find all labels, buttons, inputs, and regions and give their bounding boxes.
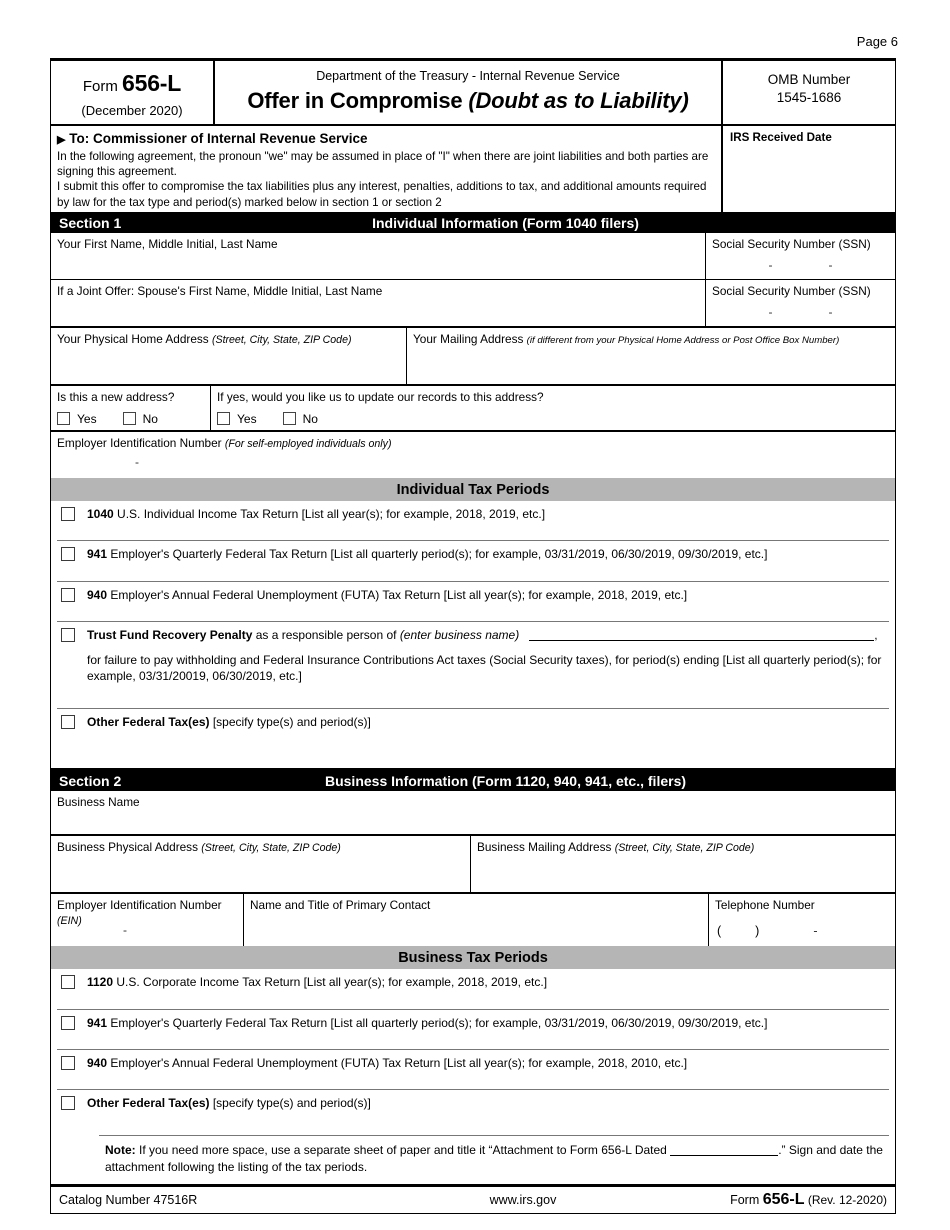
item-spacer <box>51 1115 895 1135</box>
mailing-address-label: Your Mailing Address (if different from your Physical Home Address or Post Office Box Number) <box>413 332 840 347</box>
individual-ein-label: Employer Identification Number (For self-employed individuals only) <box>57 436 392 451</box>
business-tax-period-item-other-federal[interactable] <box>51 1090 895 1115</box>
item-text-business-941: 941 Employer's Quarterly Federal Tax Return [List all quarterly period(s); for example, 03/31/2019, 06/30/2019, 09/30/2019, etc.] <box>87 1015 768 1030</box>
new-address-choices <box>57 412 204 426</box>
update-records-choices <box>217 412 889 426</box>
update-records-yes-checkbox[interactable] <box>217 412 230 425</box>
individual-ein-field[interactable] <box>51 432 895 478</box>
tax-period-item-other-federal[interactable] <box>51 709 895 734</box>
spouse-ssn-separators <box>706 305 895 319</box>
update-records-no-label: No <box>302 411 318 426</box>
item-spacer <box>51 688 895 708</box>
note-text <box>57 1136 889 1184</box>
note-label: Note: <box>105 1143 136 1158</box>
telephone-dash: - <box>813 924 818 939</box>
business-ein-field[interactable] <box>51 894 244 946</box>
item-body <box>87 969 889 994</box>
spouse-ssn-label: Social Security Number (SSN) <box>712 284 871 299</box>
item-text-941: 941 Employer's Quarterly Federal Tax Return [List all quarterly period(s); for example, 03/31/2019, 06/30/2019, 09/30/2019, etc.] <box>87 547 768 562</box>
intro-paragraph-1: In the following agreement, the pronoun "we" may be assumed in place of "I" when there are joint liabilities and both parties are signing this agreement. <box>57 149 709 178</box>
your-ssn-separators <box>706 258 895 272</box>
footer-form-number: 656-L <box>762 1190 805 1208</box>
item-body <box>87 709 889 734</box>
form-identity-block <box>51 61 215 124</box>
new-address-no-label: No <box>142 411 158 426</box>
item-body <box>87 1010 889 1035</box>
your-name-label: Your First Name, Middle Initial, Last Name <box>57 237 278 252</box>
business-tax-period-item-1120[interactable] <box>51 969 895 994</box>
your-name-row <box>51 233 895 279</box>
your-ssn-field[interactable] <box>706 233 895 279</box>
form-word: Form <box>82 78 118 95</box>
item-text-940: 940 Employer's Annual Federal Unemployment (FUTA) Tax Return [List all year(s); for example, 2018, 2019, etc.] <box>87 587 688 602</box>
item-spacer <box>51 995 895 1009</box>
section-1-title: Individual Information (Form 1040 filers) <box>372 214 639 231</box>
item-text-1040: 1040 U.S. Individual Income Tax Return [List all year(s); for example, 2018, 2019, etc.] <box>87 507 546 522</box>
business-ein-sublabel: (EIN) <box>57 915 82 928</box>
paren-open: ( <box>717 924 722 939</box>
form-body <box>50 58 896 1214</box>
telephone-number-field[interactable] <box>709 894 895 946</box>
telephone-format-marks <box>717 924 818 938</box>
spouse-ssn-field[interactable] <box>706 280 895 326</box>
business-tax-period-item-941[interactable] <box>51 1010 895 1035</box>
ssn-dash-1: - <box>768 258 773 273</box>
checkbox-cell <box>57 969 87 994</box>
checkbox-cell <box>57 622 87 647</box>
business-ein-dash: - <box>123 923 127 938</box>
paren-close: ) <box>755 924 760 939</box>
ssn-dash-2: - <box>828 258 833 273</box>
new-address-yes-label: Yes <box>77 411 97 426</box>
item-spacer <box>51 1075 895 1089</box>
checkbox-trust-fund-recovery-penalty[interactable] <box>61 628 75 642</box>
note-text-after: .” Sign and date the attachment following the listing of the tax periods. <box>105 1143 883 1174</box>
address-row <box>51 328 895 384</box>
form-title-main: Offer in Compromise <box>247 88 469 113</box>
item-body <box>87 582 889 607</box>
omb-block <box>723 61 895 124</box>
checkbox-cell <box>57 582 87 607</box>
intro-section <box>51 126 895 212</box>
omb-label: OMB Number <box>767 72 851 87</box>
business-name-label: Business Name <box>57 795 140 810</box>
form-number: 656-L <box>122 70 182 96</box>
tax-period-item-941[interactable] <box>51 541 895 566</box>
form-title-subtitle: (Doubt as to Liability) <box>468 88 689 113</box>
form-title <box>219 88 717 114</box>
physical-home-address-field[interactable] <box>51 328 407 384</box>
business-ein-label: Employer Identification Number <box>57 898 222 913</box>
update-records-yes-label: Yes <box>237 411 257 426</box>
checkbox-cell <box>57 501 87 526</box>
checkbox-940[interactable] <box>61 588 75 602</box>
tax-period-item-trust-fund[interactable] <box>51 622 895 689</box>
issuing-department: Department of the Treasury - Internal Revenue Service <box>316 69 620 83</box>
business-mailing-address-field[interactable] <box>471 836 895 892</box>
section-1-bar <box>51 212 895 233</box>
section-1-number: Section 1 <box>59 214 122 231</box>
note-block <box>51 1135 895 1184</box>
business-name-row <box>51 791 895 834</box>
item-text-business-other-federal: Other Federal Tax(es) [specify type(s) and period(s)] <box>87 1096 371 1111</box>
individual-ein-row <box>51 432 895 478</box>
item-body <box>87 501 889 526</box>
business-tax-periods-title: Business Tax Periods <box>398 949 548 966</box>
individual-tax-periods-bar <box>51 478 895 501</box>
page-number: Page 6 <box>856 34 898 49</box>
intro-text-block <box>51 126 723 212</box>
update-records-no-checkbox[interactable] <box>283 412 296 425</box>
form-footer <box>51 1187 895 1213</box>
checkbox-cell <box>57 541 87 566</box>
checkbox-other-federal-taxes[interactable] <box>61 715 75 729</box>
new-address-question-label: Is this a new address? <box>57 390 175 405</box>
physical-home-address-label: Your Physical Home Address (Street, City, State, ZIP Code) <box>57 332 352 347</box>
checkbox-business-940[interactable] <box>61 1056 75 1070</box>
item-body <box>87 1090 889 1115</box>
masthead <box>51 61 895 124</box>
spouse-name-row <box>51 280 895 326</box>
tax-period-item-940[interactable] <box>51 582 895 607</box>
form-identity-line <box>57 71 207 96</box>
business-contact-row <box>51 894 895 946</box>
footer-form-revision: (Rev. 12-2020) <box>804 1192 887 1207</box>
item-text-1120: 1120 U.S. Corporate Income Tax Return [List all year(s); for example, 2018, 2019, etc.] <box>87 975 548 990</box>
intro-heading-text: To: Commissioner of Internal Revenue Service <box>69 131 368 147</box>
omb-number: 1545-1686 <box>776 90 842 106</box>
item-text-trust-fund: Trust Fund Recovery Penalty as a responsible person of (enter business name) , <box>87 627 878 642</box>
business-physical-address-field[interactable] <box>51 836 471 892</box>
footer-form-word: Form <box>730 1192 763 1207</box>
triangle-right-icon: ▶ <box>57 134 66 147</box>
update-records-question-label: If yes, would you like us to update our records to this address? <box>217 390 544 405</box>
business-physical-address-label: Business Physical Address (Street, City, State, ZIP Code) <box>57 840 341 855</box>
primary-contact-field[interactable] <box>244 894 709 946</box>
tax-period-item-1040[interactable] <box>51 501 895 526</box>
form-bottom-rule <box>51 1213 895 1214</box>
business-name-field[interactable] <box>51 791 895 834</box>
ssn-dash-2: - <box>828 305 833 320</box>
individual-tax-periods-title: Individual Tax Periods <box>396 481 550 498</box>
your-ssn-label: Social Security Number (SSN) <box>712 237 871 252</box>
new-address-row <box>51 386 895 430</box>
checkbox-1040[interactable] <box>61 507 75 521</box>
individual-ein-dash: - <box>135 455 139 470</box>
spouse-name-field[interactable] <box>51 280 706 326</box>
checkbox-941[interactable] <box>61 547 75 561</box>
intro-paragraph-2: I submit this offer to compromise the tax liabilities plus any interest, penalties, additions to tax, and additional amounts required by law for the tax type and period(s) marked below in section 1 or section 2 <box>57 180 707 209</box>
attachment-date-input-line[interactable] <box>670 1155 778 1156</box>
checkbox-cell <box>57 1050 87 1075</box>
item-body <box>87 622 889 689</box>
note-text-before: If you need more space, use a separate sheet of paper and title it “Attachment to Form 656-L Dated <box>135 1143 671 1158</box>
section-2-number: Section 2 <box>59 772 122 789</box>
intro-heading <box>57 130 715 148</box>
ssn-dash-1: - <box>768 305 773 320</box>
item-body <box>87 541 889 566</box>
item-text-trust-fund-continuation: for failure to pay withholding and Federal Insurance Contributions Act taxes (Social Security taxes), for period(s) ending [List all quarterly period(s); for example, 03/31/20019, 06/30/2019, etc.] <box>87 652 882 684</box>
business-tax-period-item-940[interactable] <box>51 1050 895 1075</box>
mailing-address-field[interactable] <box>407 328 895 384</box>
item-spacer <box>51 567 895 581</box>
business-tax-periods-bar <box>51 946 895 969</box>
item-text-other-federal: Other Federal Tax(es) [specify type(s) and period(s)] <box>87 715 371 730</box>
business-mailing-address-label: Business Mailing Address (Street, City, State, ZIP Code) <box>477 840 755 855</box>
checkbox-cell <box>57 709 87 734</box>
item-spacer <box>51 526 895 540</box>
section-2-bar <box>51 770 895 791</box>
new-address-yes-checkbox[interactable] <box>57 412 70 425</box>
irs-received-date-label: IRS Received Date <box>730 131 832 145</box>
checkbox-cell <box>57 1010 87 1035</box>
section-2-title: Business Information (Form 1120, 940, 941, etc., filers) <box>324 772 687 789</box>
primary-contact-label: Name and Title of Primary Contact <box>250 898 431 913</box>
update-records-question-block <box>211 386 895 430</box>
checkbox-1120[interactable] <box>61 975 75 989</box>
irs-received-date-field[interactable] <box>723 126 895 212</box>
telephone-number-label: Telephone Number <box>715 898 815 913</box>
form-revision-date: (December 2020) <box>81 103 183 119</box>
new-address-question-block <box>51 386 211 430</box>
business-address-row <box>51 836 895 892</box>
item-spacer <box>51 607 895 621</box>
item-spacer <box>51 1035 895 1049</box>
catalog-number: Catalog Number 47516R <box>59 1192 198 1207</box>
item-body <box>87 1050 889 1075</box>
spouse-name-label: If a Joint Offer: Spouse's First Name, Middle Initial, Last Name <box>57 284 383 299</box>
checkbox-cell <box>57 1090 87 1115</box>
form-title-block <box>215 61 723 124</box>
footer-form-identity <box>657 1191 887 1209</box>
business-name-input-line[interactable] <box>529 640 874 641</box>
section-gap <box>51 734 895 768</box>
your-name-field[interactable] <box>51 233 706 279</box>
irs-website[interactable]: www.irs.gov <box>489 1192 557 1207</box>
new-address-no-checkbox[interactable] <box>123 412 136 425</box>
checkbox-business-other-federal-taxes[interactable] <box>61 1096 75 1110</box>
item-text-business-940: 940 Employer's Annual Federal Unemployment (FUTA) Tax Return [List all year(s); for example, 2018, 2010, etc.] <box>87 1055 688 1070</box>
checkbox-business-941[interactable] <box>61 1016 75 1030</box>
